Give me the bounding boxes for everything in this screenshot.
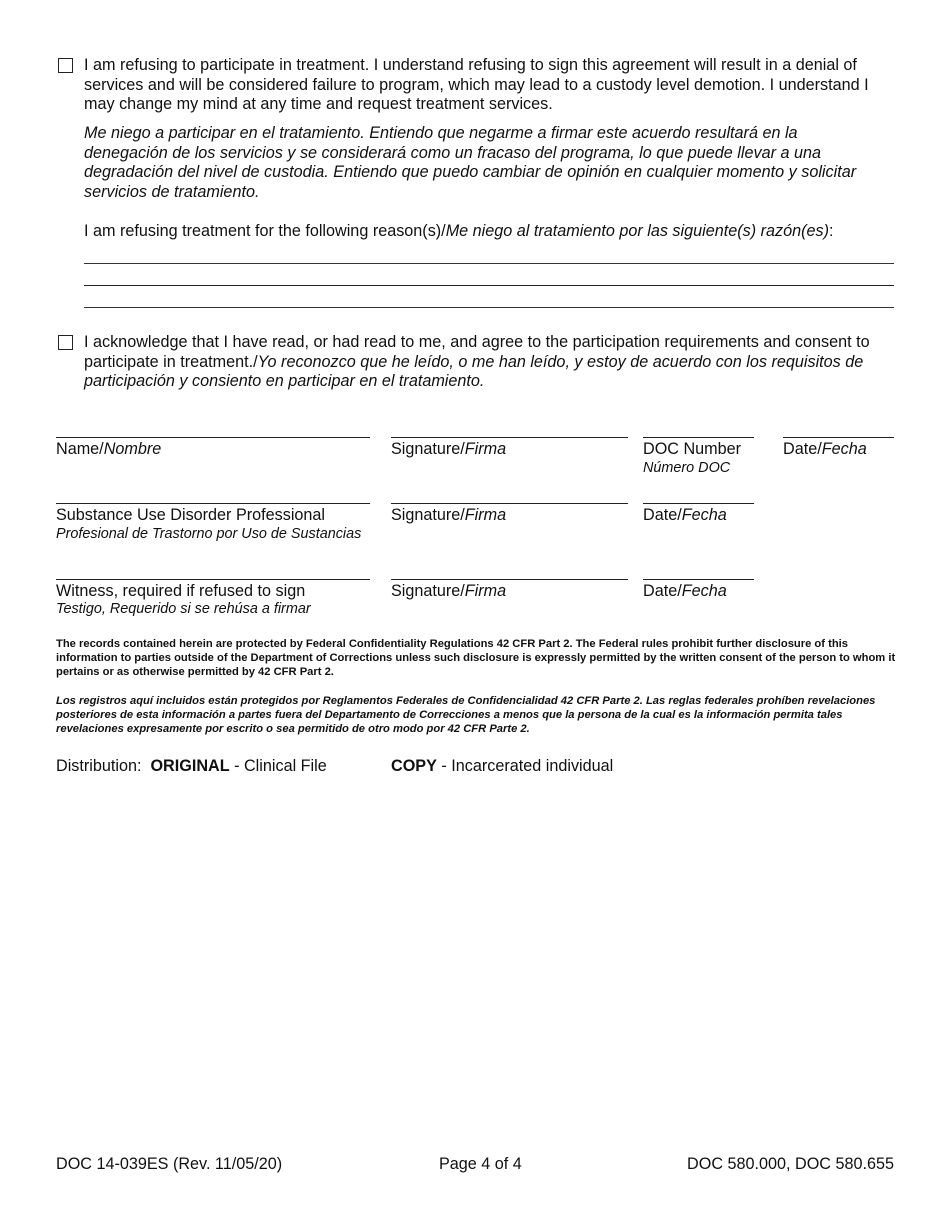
- sud-professional-line[interactable]: [56, 503, 370, 504]
- refuse-reasons-prompt: [84, 222, 900, 242]
- distribution-label: Distribution:: [56, 757, 142, 775]
- signature-label-1-es: Firma: [464, 440, 507, 458]
- signature-label-3: [391, 582, 506, 601]
- refuse-reasons-en: I am refusing treatment for the following reason(s)/: [84, 222, 446, 240]
- witness-label: Witness, required if refused to sign: [56, 582, 306, 600]
- distribution-copy-label: COPY: [391, 757, 437, 775]
- date-label-2: [643, 506, 727, 525]
- signature-label-3-en: Signature/: [391, 582, 465, 600]
- refuse-statement-es: Me niego a participar en el tratamiento. Entiendo que negarme a firmar este acuerdo resultará en la denegación de los servicios y se considerará como un fracaso del programa, lo que puede llevar a una degradación del nivel de custodia. Entiendo que puedo cambiar de opinión en cualquier momento y solicitar servicios de tratamiento.: [84, 124, 857, 201]
- name-line[interactable]: [56, 437, 370, 438]
- confidentiality-notice-en: The records contained herein are protected by Federal Confidentiality Regulations 42 CFR Part 2. The Federal rules prohibit further disclosure of this information to parties outside of the Department of Corrections unless such disclosure is expressly permitted by the written consent of the person to whom it pertains or as otherwise permitted by 42 CFR Part 2.: [56, 638, 896, 679]
- distribution-original-rest: - Clinical File: [229, 757, 327, 775]
- signature-label-2-es: Firma: [464, 506, 507, 524]
- sud-professional-label: Substance Use Disorder Professional: [56, 506, 326, 524]
- distribution-copy-rest: - Incarcerated individual: [436, 757, 614, 775]
- signature-label-2: [391, 506, 506, 525]
- reason-line-2[interactable]: [84, 285, 894, 286]
- date-label-2-en: Date/: [643, 506, 682, 524]
- signature-line-2[interactable]: [391, 503, 628, 504]
- refuse-treatment-checkbox[interactable]: [58, 58, 73, 73]
- acknowledge-es: Yo reconozco que he leído, o me han leído, y estoy de acuerdo con los requisitos de participación y consiento en participar en el tratamiento.: [84, 352, 864, 390]
- refuse-reasons-colon: :: [828, 222, 834, 240]
- date-label-3: [643, 582, 727, 601]
- date-line-1[interactable]: [783, 437, 894, 438]
- distribution-original-label: ORIGINAL: [150, 757, 230, 775]
- witness-line[interactable]: [56, 579, 370, 580]
- signature-line-1[interactable]: [391, 437, 628, 438]
- signature-label-3-es: Firma: [464, 582, 507, 600]
- distribution-original: [56, 757, 327, 776]
- signature-label-1-en: Signature/: [391, 440, 465, 458]
- distribution-copy: [391, 757, 613, 776]
- footer-page-number: Page 4 of 4: [439, 1155, 522, 1173]
- acknowledge-en: I acknowledge that I have read, or had read to me, and agree to the participation requirements and consent to participate in treatment./: [84, 333, 870, 371]
- date-line-2[interactable]: [643, 503, 754, 504]
- name-label: [56, 440, 161, 459]
- date-label-1-en: Date/: [783, 440, 822, 458]
- acknowledge-statement: [84, 333, 900, 392]
- signature-line-3[interactable]: [391, 579, 628, 580]
- date-label-3-es: Fecha: [681, 582, 727, 600]
- signature-label-1: [391, 440, 506, 459]
- refuse-statement-en: I am refusing to participate in treatment. I understand refusing to sign this agreement will result in a denial of services and will be considered failure to program, which may lead to a custody level demotion. I understand I may change my mind at any time and request treatment services.: [84, 56, 869, 113]
- date-label-1: [783, 440, 867, 459]
- acknowledge-checkbox[interactable]: [58, 335, 73, 350]
- witness-label-es: Testigo, Requerido si se rehúsa a firmar: [56, 601, 311, 617]
- name-label-es: Nombre: [103, 440, 162, 458]
- date-label-3-en: Date/: [643, 582, 682, 600]
- confidentiality-notice-es: Los registros aquí incluidos están protegidos por Reglamentos Federales de Confidencialidad 42 CFR Parte 2. Las reglas federales prohíben revelaciones posteriores de esta información a partes fuera del Departamento de Correcciones a menos que la persona de la cual es la información permita tales revelaciones expresamente por escrito o sea permitido de otro modo por 42 CFR Parte 2.: [56, 695, 876, 736]
- doc-number-line[interactable]: [643, 437, 754, 438]
- date-label-2-es: Fecha: [681, 506, 727, 524]
- footer-policy-numbers: DOC 580.000, DOC 580.655: [687, 1155, 894, 1173]
- reason-line-3[interactable]: [84, 307, 894, 308]
- name-label-en: Name/: [56, 440, 104, 458]
- doc-number-label-es: Número DOC: [643, 460, 731, 476]
- date-line-3[interactable]: [643, 579, 754, 580]
- sud-professional-label-es: Profesional de Trastorno por Uso de Sustancias: [56, 526, 362, 542]
- footer-form-id: DOC 14-039ES (Rev. 11/05/20): [56, 1155, 283, 1173]
- signature-label-2-en: Signature/: [391, 506, 465, 524]
- doc-number-label: DOC Number: [643, 440, 742, 458]
- date-label-1-es: Fecha: [821, 440, 867, 458]
- reason-line-1[interactable]: [84, 263, 894, 264]
- refuse-reasons-es: Me niego al tratamiento por las siguiente(s) razón(es): [445, 222, 829, 240]
